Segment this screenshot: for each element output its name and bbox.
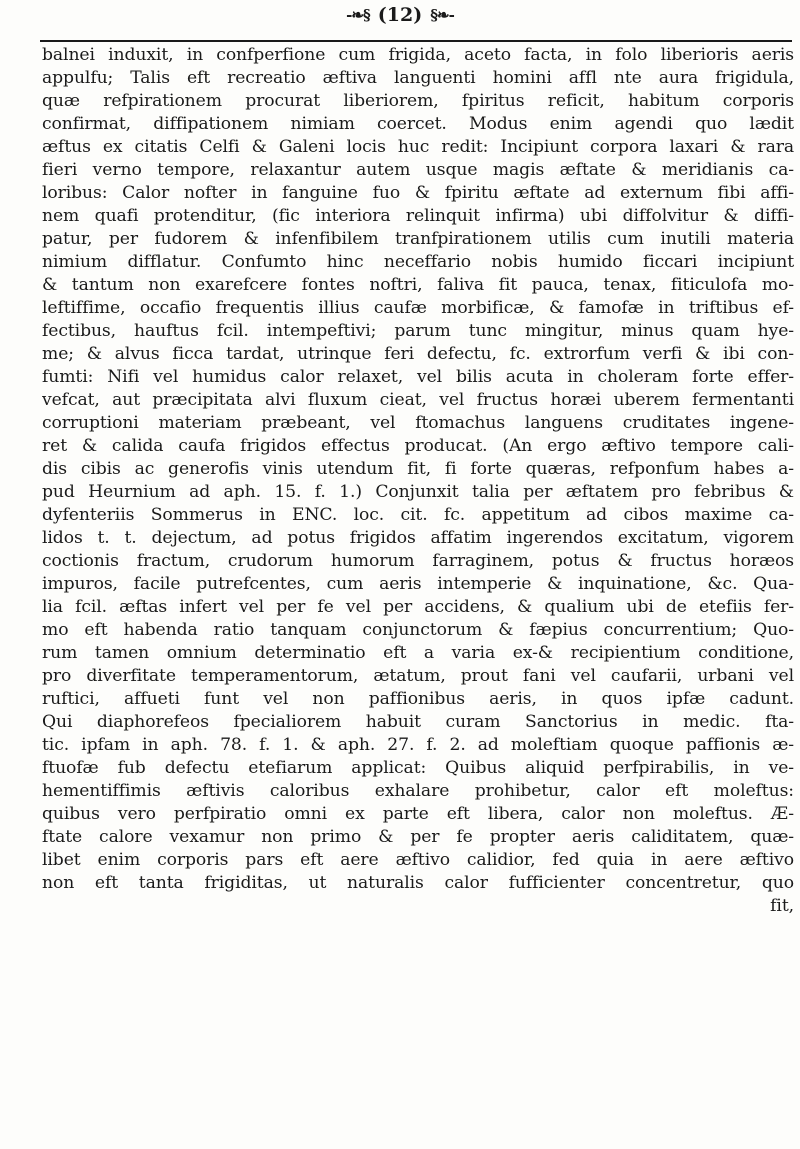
text-line: ftuofæ fub defectu etefiarum applicat: Quibus aliquid perfpirabilis, in ve- bbox=[42, 758, 794, 778]
text-line: pud Heurnium ad aph. 15. f. 1.) Conjunxit talia per æftatem pro febribus & bbox=[42, 482, 794, 502]
text-line: pro diverfitate temperamentorum, ætatum, prout fani vel caufarii, urbani vel bbox=[42, 666, 794, 686]
text-line: Qui diaphorefeos fpecialiorem habuit curam Sanctorius in medic. fta- bbox=[42, 712, 794, 732]
text-line: & tantum non exarefcere fontes noftri, faliva fit pauca, tenax, fiticulofa mo- bbox=[42, 275, 794, 295]
text-line: dis cibis ac generofis vinis utendum fit, fi forte quæras, refponfum habes a- bbox=[42, 459, 794, 479]
text-line: fumti: Nifi vel humidus calor relaxet, vel bilis acuta in choleram forte effer- bbox=[42, 367, 794, 387]
text-line: æftus ex citatis Celfi & Galeni locis huc redit: Incipiunt corpora laxari & rara bbox=[42, 137, 794, 157]
text-line: rum tamen omnium determinatio eft a varia ex-& recipientium conditione, bbox=[42, 643, 794, 663]
text-line: patur, per fudorem & infenfibilem tranfpirationem utilis cum inutili materia bbox=[42, 229, 794, 249]
text-line: me; & alvus ficca tardat, utrinque feri defectu, fc. extrorfum verfi & ibi con- bbox=[42, 344, 794, 364]
text-line: lidos t. t. dejectum, ad potus frigidos affatim ingerendos excitatum, vigorem bbox=[42, 528, 794, 548]
text-line: coctionis fractum, crudorum humorum farraginem, potus & fructus horæos bbox=[42, 551, 794, 571]
page-header bbox=[0, 4, 800, 38]
text-line: fectibus, hauftus fcil. intempeftivi; parum tunc mingitur, minus quam hye- bbox=[42, 321, 794, 341]
text-line: fieri verno tempore, relaxantur autem usque magis æftate & meridianis ca- bbox=[42, 160, 794, 180]
text-line: appulfu; Talis eft recreatio æftiva languenti homini affl nte aura frigidula, bbox=[42, 68, 794, 88]
text-line: nem quafi protenditur, (fic interiora relinquit infirma) ubi diffolvitur & diffi- bbox=[42, 206, 794, 226]
text-line: tic. ipfam in aph. 78. f. 1. & aph. 27. f. 2. ad moleftiam quoque paffionis æ- bbox=[42, 735, 794, 755]
text-line: non eft tanta frigiditas, ut naturalis calor fufficienter concentretur, quo bbox=[42, 873, 794, 893]
text-line: hementiffimis æftivis caloribus exhalare prohibetur, calor eft moleftus: bbox=[42, 781, 794, 801]
page-number: (12) bbox=[377, 4, 423, 26]
text-line: impuros, facile putrefcentes, cum aeris intemperie & inquinatione, &c. Qua- bbox=[42, 574, 794, 594]
text-line: confirmat, diffipationem nimiam coercet. Modus enim agendi quo lædit bbox=[42, 114, 794, 134]
text-line: quibus vero perfpiratio omni ex parte eft libera, calor non moleftus. Æ- bbox=[42, 804, 794, 824]
text-line: ruftici, affueti funt vel non paffionibus aeris, in quos ipfæ cadunt. bbox=[42, 689, 794, 709]
text-line: quæ refpirationem procurat liberiorem, fpiritus reficit, habitum corporis bbox=[42, 91, 794, 111]
text-line: nimium difflatur. Confumto hinc neceffario nobis humido ficcari incipiunt bbox=[42, 252, 794, 272]
body-text bbox=[42, 44, 794, 918]
text-line: fit, bbox=[770, 896, 794, 916]
text-line: corruptioni materiam præbeant, vel ftomachus languens cruditates ingene- bbox=[42, 413, 794, 433]
text-line: loribus: Calor nofter in fanguine fuo & fpiritu æftate ad externum fibi affi- bbox=[42, 183, 794, 203]
text-line: mo eft habenda ratio tanquam conjunctorum & fæpius concurrentium; Quo- bbox=[42, 620, 794, 640]
text-line: leftiffime, occafio frequentis illius caufæ morbificæ, & famofæ in triftibus ef- bbox=[42, 298, 794, 318]
text-line: libet enim corporis pars eft aere æftivo calidior, fed quia in aere æftivo bbox=[42, 850, 794, 870]
ornament-left: -❧§ bbox=[346, 6, 370, 24]
header-rule bbox=[40, 40, 792, 42]
text-line: ftate calore vexamur non primo & per fe propter aeris caliditatem, quæ- bbox=[42, 827, 794, 847]
ornament-right: §❧- bbox=[430, 6, 454, 24]
text-line: dyfenteriis Sommerus in ENC. loc. cit. fc. appetitum ad cibos maxime ca- bbox=[42, 505, 794, 525]
text-line: ret & calida caufa frigidos effectus producat. (An ergo æftivo tempore cali- bbox=[42, 436, 794, 456]
text-line: lia fcil. æftas infert vel per fe vel per accidens, & qualium ubi de etefiis fer- bbox=[42, 597, 794, 617]
text-line: vefcat, aut præcipitata alvi fluxum cieat, vel fructus horæi uberem fermentanti bbox=[42, 390, 794, 410]
text-line: balnei induxit, in confperfione cum frigida, aceto facta, in folo liberioris aeris bbox=[42, 45, 794, 65]
